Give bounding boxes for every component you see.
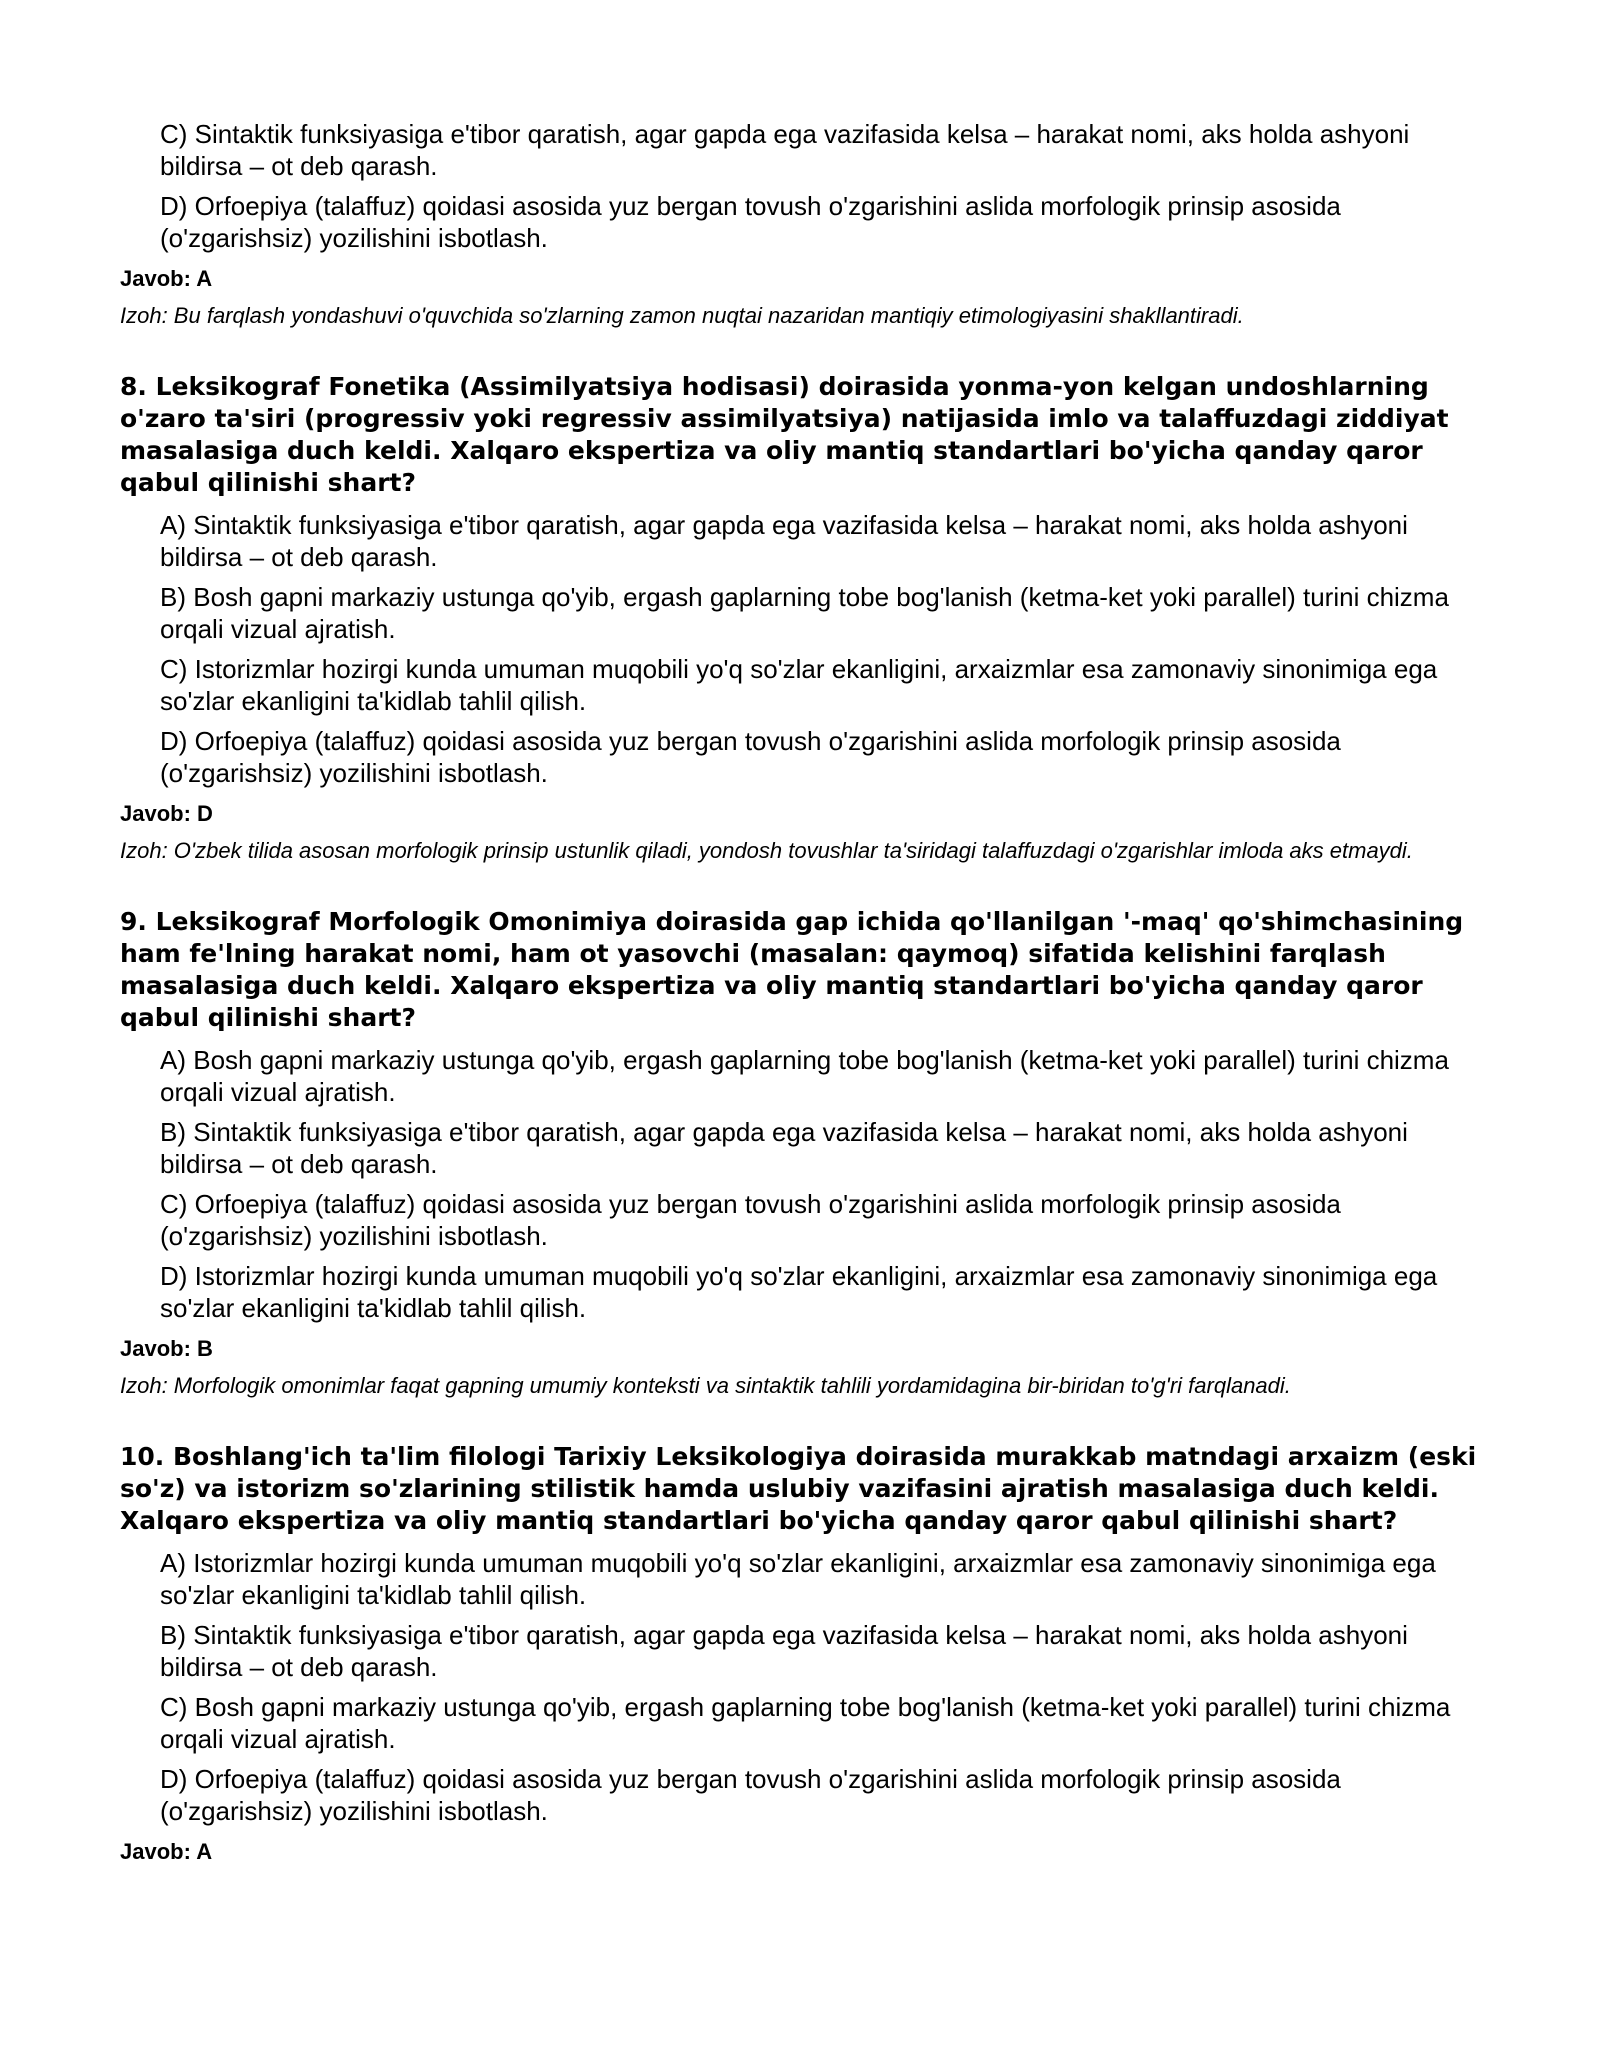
option-c: C) Orfoepiya (talaffuz) qoidasi asosida yuz bergan tovush o'zgarishini aslida morfologik prinsip asosida (o'zgarishsiz) yozilishini isbotlash. — [160, 1189, 1341, 1251]
option-b: B) Sintaktik funksiyasiga e'tibor qaratish, agar gapda ega vazifasida kelsa – harakat nomi, aks holda ashyoni bildirsa – ot deb qarash. — [160, 1620, 1408, 1682]
answer-options — [120, 509, 1560, 789]
question-10 — [120, 1441, 1480, 1867]
option-b: B) Bosh gapni markaziy ustunga qo'yib, ergash gaplarning tobe bog'lanish (ketma-ket yoki parallel) turini chizma orqali vizual ajratish. — [160, 582, 1449, 644]
document-page — [120, 118, 1480, 1907]
answer-label: Javob: A — [120, 1839, 213, 1864]
question-7-continuation — [120, 118, 1480, 331]
option-b: B) Sintaktik funksiyasiga e'tibor qaratish, agar gapda ega vazifasida kelsa – harakat nomi, aks holda ashyoni bildirsa – ot deb qarash. — [160, 1117, 1408, 1179]
explanation-note: Izoh: O'zbek tilida asosan morfologik prinsip ustunlik qiladi, yondosh tovushlar ta'siridagi talaffuzdagi o'zgarishlar imloda aks etmaydi. — [120, 838, 1413, 863]
answer-label: Javob: A — [120, 266, 213, 291]
option-a: A) Sintaktik funksiyasiga e'tibor qaratish, agar gapda ega vazifasida kelsa – harakat nomi, aks holda ashyoni bildirsa – ot deb qarash. — [160, 510, 1408, 572]
option-d: D) Orfoepiya (talaffuz) qoidasi asosida yuz bergan tovush o'zgarishini aslida morfologik prinsip asosida (o'zgarishsiz) yozilishini isbotlash. — [160, 191, 1341, 253]
question-text: 8. Leksikograf Fonetika (Assimilyatsiya hodisasi) doirasida yonma-yon kelgan undoshlarning o'zaro ta'siri (progressiv yoki regressiv assimilyatsiya) natijasida imlo va talaffuzdagi ziddiyat masalasiga duch keldi. Xalqaro ekspertiza va oliy mantiq standartlari bo'yicha qanday qaror qabul qilinishi shart? — [120, 372, 1449, 497]
option-c: C) Istorizmlar hozirgi kunda umuman muqobili yo'q so'zlar ekanligini, arxaizmlar esa zamonaviy sinonimiga ega so'zlar ekanligini ta'kidlab tahlil qilish. — [160, 654, 1438, 716]
option-a: A) Bosh gapni markaziy ustunga qo'yib, ergash gaplarning tobe bog'lanish (ketma-ket yoki parallel) turini chizma orqali vizual ajratish. — [160, 1045, 1449, 1107]
explanation-note: Izoh: Bu farqlash yondashuvi o'quvchida so'zlarning zamon nuqtai nazaridan mantiqiy etimologiyasini shakllantiradi. — [120, 303, 1244, 328]
question-text: 9. Leksikograf Morfologik Omonimiya doirasida gap ichida qo'llanilgan '-maq' qo'shimchasining ham fe'lning harakat nomi, ham ot yasovchi (masalan: qaymoq) sifatida kelishini farqlash masalasiga duch keldi. Xalqaro ekspertiza va oliy mantiq standartlari bo'yicha qanday qaror qabul qilinishi shart? — [120, 907, 1464, 1032]
answer-label: Javob: D — [120, 801, 213, 826]
answer-label: Javob: B — [120, 1336, 213, 1361]
answer-options — [120, 118, 1560, 254]
question-8 — [120, 371, 1480, 866]
question-9 — [120, 906, 1480, 1401]
option-d: D) Istorizmlar hozirgi kunda umuman muqobili yo'q so'zlar ekanligini, arxaizmlar esa zamonaviy sinonimiga ega so'zlar ekanligini ta'kidlab tahlil qilish. — [160, 1261, 1438, 1323]
question-text: 10. Boshlang'ich ta'lim filologi Tarixiy Leksikologiya doirasida murakkab matndagi arxaizm (eski so'z) va istorizm so'zlarining stilistik hamda uslubiy vazifasini ajratish masalasiga duch keldi. Xalqaro ekspertiza va oliy mantiq standartlari bo'yicha qanday qaror qabul qilinishi shart? — [120, 1442, 1477, 1535]
option-d: D) Orfoepiya (talaffuz) qoidasi asosida yuz bergan tovush o'zgarishini aslida morfologik prinsip asosida (o'zgarishsiz) yozilishini isbotlash. — [160, 726, 1341, 788]
explanation-note: Izoh: Morfologik omonimlar faqat gapning umumiy konteksti va sintaktik tahlili yordamidagina bir-biridan to'g'ri farqlanadi. — [120, 1373, 1291, 1398]
answer-options — [120, 1044, 1560, 1324]
option-c: C) Bosh gapni markaziy ustunga qo'yib, ergash gaplarning tobe bog'lanish (ketma-ket yoki parallel) turini chizma orqali vizual ajratish. — [160, 1692, 1451, 1754]
answer-options — [120, 1547, 1560, 1827]
option-c: C) Sintaktik funksiyasiga e'tibor qaratish, agar gapda ega vazifasida kelsa – harakat nomi, aks holda ashyoni bildirsa – ot deb qarash. — [160, 119, 1410, 181]
option-a: A) Istorizmlar hozirgi kunda umuman muqobili yo'q so'zlar ekanligini, arxaizmlar esa zamonaviy sinonimiga ega so'zlar ekanligini ta'kidlab tahlil qilish. — [160, 1548, 1436, 1610]
option-d: D) Orfoepiya (talaffuz) qoidasi asosida yuz bergan tovush o'zgarishini aslida morfologik prinsip asosida (o'zgarishsiz) yozilishini isbotlash. — [160, 1764, 1341, 1826]
